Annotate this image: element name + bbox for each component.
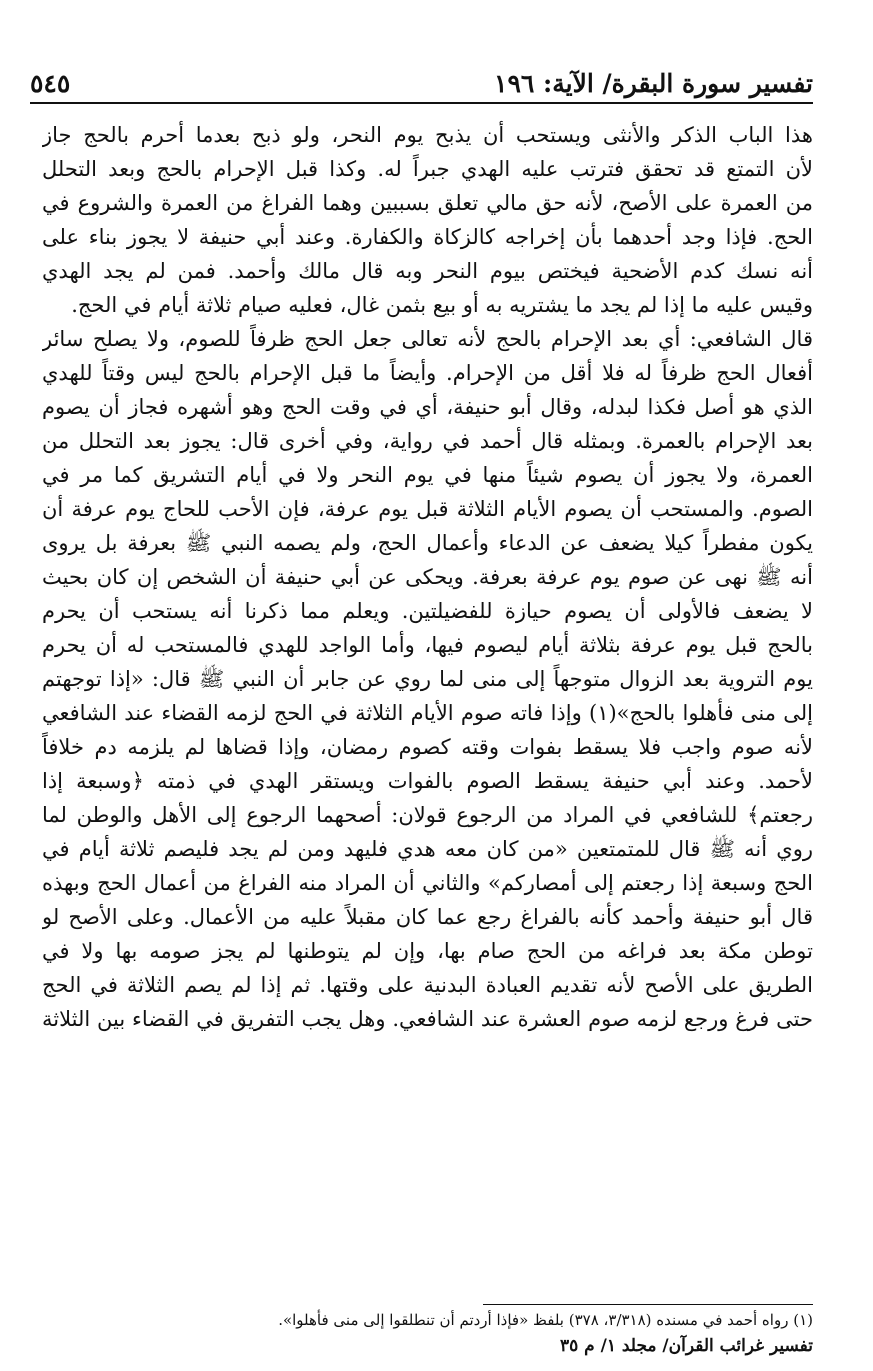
page-header xyxy=(30,56,813,104)
text-line: العمرة، ولا يجوز أن يصوم شيئاً منها في يوم النحر ولا في أيام التشريق كما مر في xyxy=(42,463,813,487)
text-line: روي أنه ﷺ قال للمتمتعين «من كان معه هدي فليهد ومن لم يجد فليصم ثلاثة أيام في xyxy=(42,837,813,861)
main-text xyxy=(42,118,813,1036)
text-line: الصوم. والمستحب أن يصوم الأيام الثلاثة قبل يوم عرفة، فإن الأحب للحاج يوم عرفة أن xyxy=(42,497,813,521)
text-line: الحج. فإذا وجد أحدهما بأن إخراجه كالزكاة والكفارة. وعند أبي حنيفة لا يجوز بناء على xyxy=(42,225,813,249)
text-line: لا يضعف فالأولى أن يصوم حيازة للفضيلتين. ويعلم مما ذكرنا أنه يستحب أن يحرم xyxy=(42,599,813,623)
text-line: يكون مفطراً كيلا يضعف عن الدعاء وأعمال الحج، ولم يصمه النبي ﷺ بعرفة بل يروى xyxy=(42,531,813,555)
text-line: من العمرة على الأصح، لأنه حق مالي تعلق بسببين وهما الفراغ من العمرة والشروع في xyxy=(42,191,813,215)
text-line: بالحج قبل يوم عرفة بثلاثة أيام ليصوم فيها، وأما الواجد للهدي فالمستحب له أن يحرم xyxy=(42,633,813,657)
text-line: الذي هو أصل فكذا لبدله، وقال أبو حنيفة، أي في وقت الحج وهو أشهره فجاز أن يصوم xyxy=(42,395,813,419)
text-line: توطن مكة بعد فراغه من الحج صام بها، وإن لم يتوطنها لم يجز صومه بها ولا في xyxy=(42,939,813,963)
running-title: تفسير سورة البقرة/ الآية: ١٩٦ xyxy=(494,69,813,98)
page-number: ٥٤٥ xyxy=(30,69,71,98)
text-line: يوم التروية بعد الزوال متوجهاً إلى منى لما روي عن جابر أن النبي ﷺ قال: «إذا توجهتم xyxy=(42,667,813,691)
page-footer: تفسير غرائب القرآن/ مجلد ١/ م ٣٥ xyxy=(559,1336,813,1356)
text-line: رجعتم﴾ للشافعي في المراد من الرجوع قولان: أصحهما الرجوع إلى الأهل والوطن لما xyxy=(42,803,813,827)
text-line: أنه نسك كدم الأضحية فيختص بيوم النحر وبه قال مالك وأحمد. فمن لم يجد الهدي xyxy=(42,259,813,283)
text-line: قال الشافعي: أي بعد الإحرام بالحج لأنه تعالى جعل الحج ظرفاً للصوم، ولا يصلح سائر xyxy=(42,327,813,351)
text-line: إلى منى فأهلوا بالحج»(١) وإذا فاته صوم الأيام الثلاثة في الحج لزمه القضاء عند الشافعي xyxy=(42,701,813,725)
text-line: حتى فرغ ورجع لزمه صوم العشرة عند الشافعي. وهل يجب التفريق في القضاء بين الثلاثة xyxy=(42,1007,813,1031)
text-line: أنه ﷺ نهى عن صوم يوم عرفة بعرفة. ويحكى عن أبي حنيفة أن الشخص إن كان بحيث xyxy=(42,565,813,589)
text-line: هذا الباب الذكر والأنثى ويستحب أن يذبح يوم النحر، ولو ذبح بعدما أحرم بالحج جاز xyxy=(42,123,813,147)
text-line: الحج وسبعة إذا رجعتم إلى أمصاركم» والثاني أن المراد منه الفراغ من أعمال الحج وبهذه xyxy=(42,871,813,895)
text-line: لأن التمتع قد تحقق فترتب عليه الهدي جبراً له. وكذا قبل الإحرام بالحج وبعد التحلل xyxy=(42,157,813,181)
footnote-divider xyxy=(483,1304,813,1305)
text-line: وقيس عليه ما إذا لم يجد ما يشتريه به أو بيع بثمن غال، فعليه صيام ثلاثة أيام في الحج. xyxy=(71,293,813,317)
text-line: أفعال الحج ظرفاً له فلا أقل من الإحرام. وأيضاً ما قبل الإحرام بالحج ليس وقتاً للهدي xyxy=(42,361,813,385)
footnote: (١) رواه أحمد في مسنده (٣/٣١٨، ٣٧٨) بلفظ «فإذا أردتم أن تنطلقوا إلى منى فأهلوا». xyxy=(278,1311,813,1329)
text-line: لأحمد. وعند أبي حنيفة يسقط الصوم بالفوات ويستقر الهدي في ذمته ﴿وسبعة إذا xyxy=(42,769,813,793)
text-line: الطريق على الأصح لأنه تقديم العبادة البدنية على وقتها. ثم إذا لم يصم الثلاثة في الحج xyxy=(42,973,813,997)
text-line: قال أبو حنيفة وأحمد كأنه بالفراغ رجع عما كان مقبلاً عليه من الأعمال. وعلى الأصح لو xyxy=(42,905,813,929)
text-line: لأنه صوم واجب فلا يسقط بفوات وقته كصوم رمضان، وإذا قضاها لم يلزمه دم خلافاً xyxy=(42,735,813,759)
text-line: بعد الإحرام بالعمرة. وبمثله قال أحمد في رواية، وفي أخرى قال: يجوز بعد التحلل من xyxy=(42,429,813,453)
